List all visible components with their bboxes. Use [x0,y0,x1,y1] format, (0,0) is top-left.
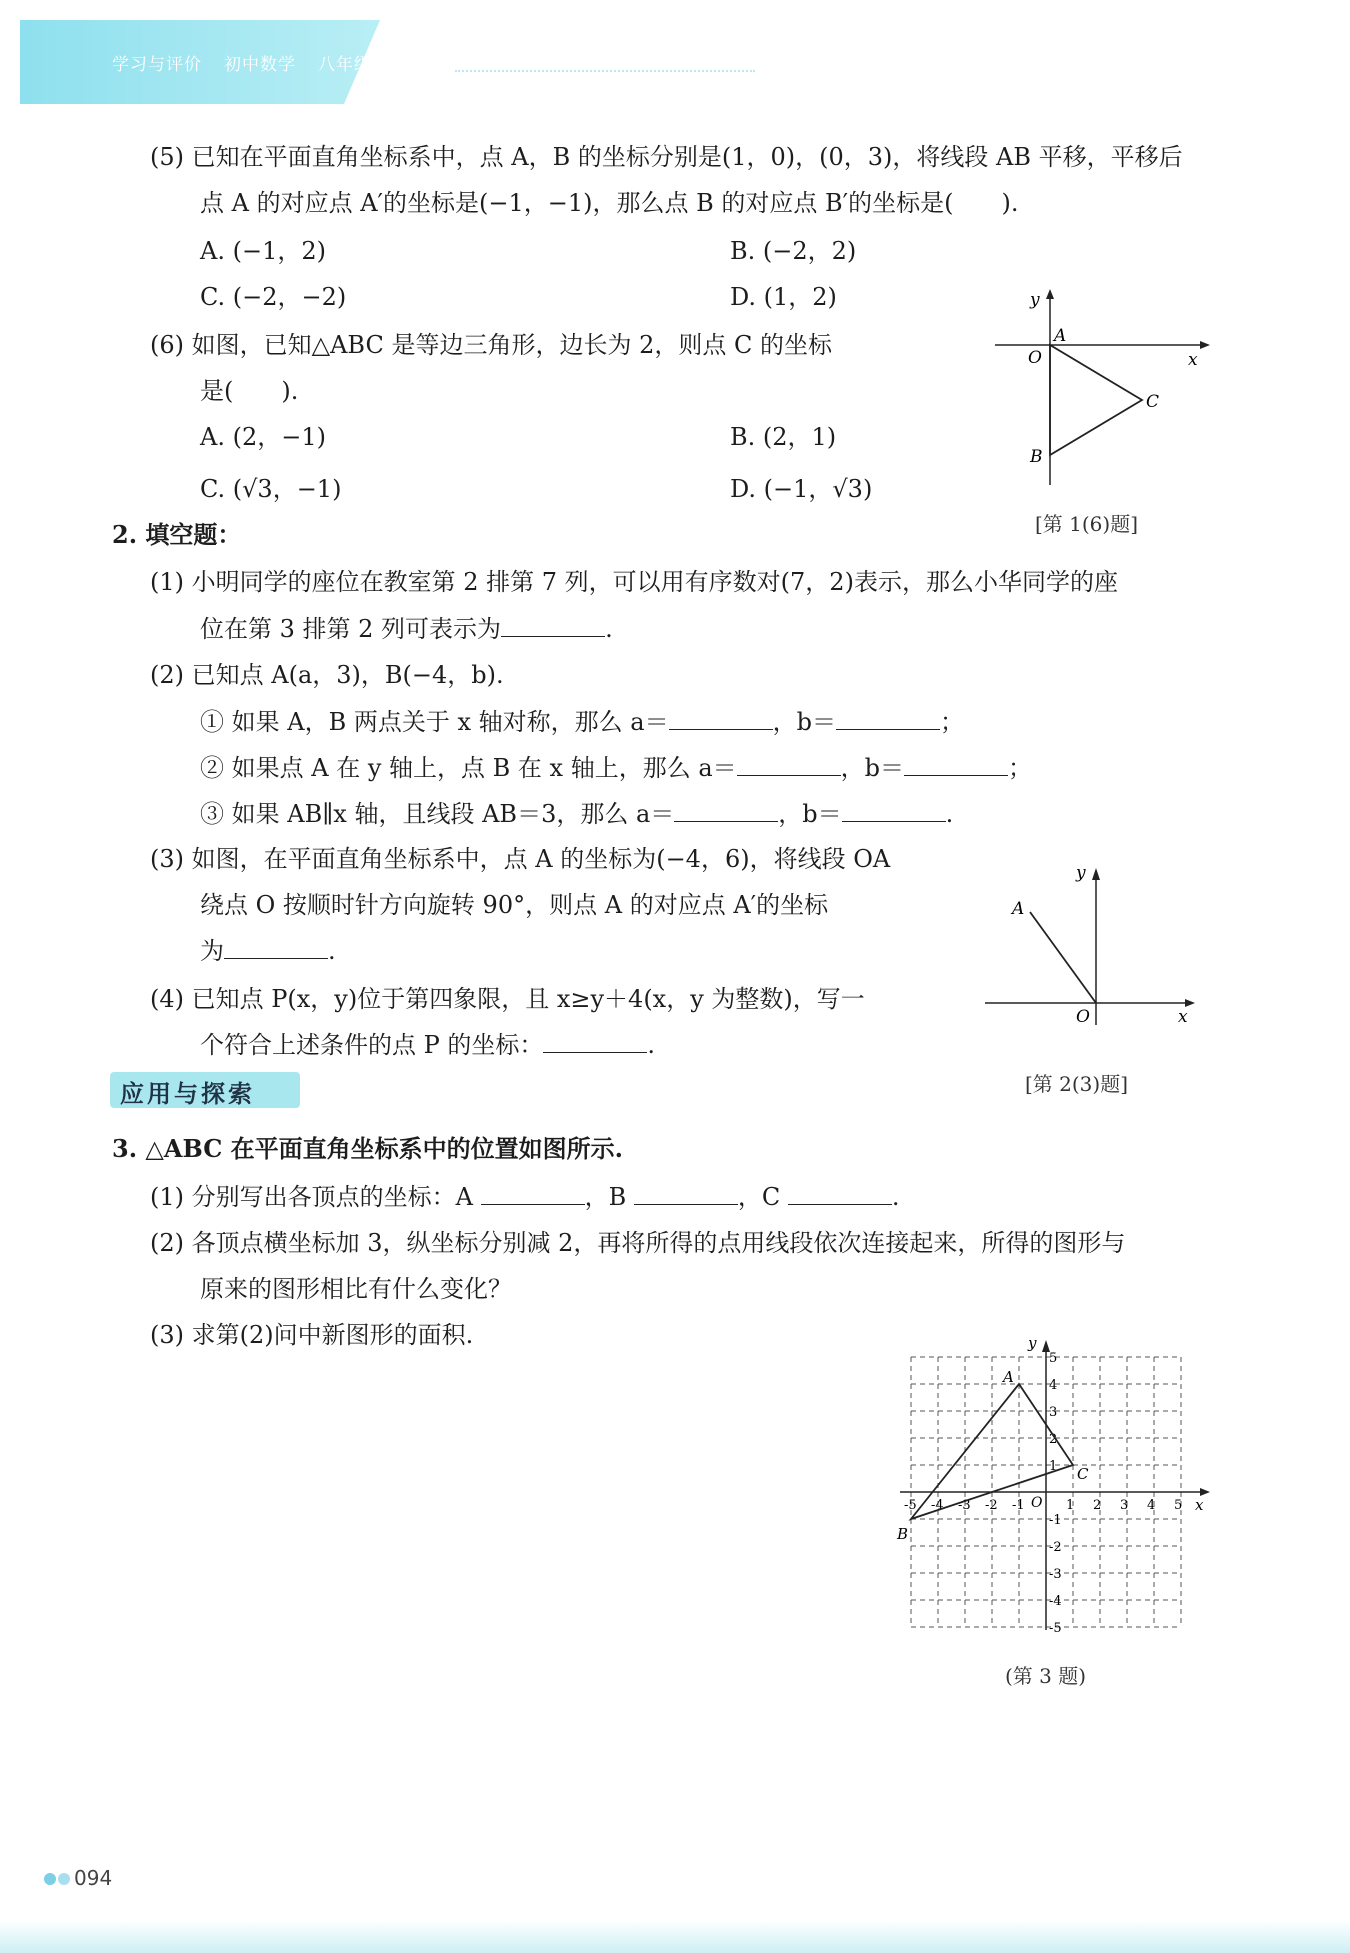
q3-1-line [150,1180,900,1214]
q1-6-option-a: A. (2，−1) [200,423,326,451]
q1-5-line2: 点 A 的对应点 A′的坐标是(−1，−1)，那么点 B 的对应点 B′的坐标是( ). [200,189,1019,217]
q2-1-line1: (1) 小明同学的座位在教室第 2 排第 7 列，可以用有序数对(7，2)表示，那么小华同学的座 [150,568,1118,596]
label-o: O [1031,1495,1043,1511]
q2-4-line2 [200,1028,655,1062]
y-tick-label: -4 [1049,1594,1062,1609]
q2-title: 2. 填空题： [112,520,242,549]
label-o: O [1076,1007,1090,1027]
q3-1-b: ，B [584,1183,627,1211]
y-axis-arrow-icon [1092,868,1100,880]
x-tick-label: -4 [931,1498,944,1513]
q3-2-line1: (2) 各顶点横坐标加 3，纵坐标分别减 2，再将所得的点用线段依次连接起来，所得的图形与 [150,1229,1126,1257]
y-tick-label: 5 [1049,1351,1058,1366]
caption-q2-3: [第 2(3)题] [1025,1072,1129,1096]
q3-2-line2: 原来的图形相比有什么变化？ [200,1275,512,1303]
x-axis-arrow-icon [1185,999,1195,1007]
page-number: 094 [74,1866,113,1890]
answer-blank-b[interactable] [842,797,946,822]
q2-1-line2 [200,612,613,646]
y-tick-label: -3 [1049,1567,1062,1582]
figure-q3 [895,1330,1225,1640]
q3-1-end: . [891,1183,900,1211]
x-axis-arrow-icon [1200,1488,1210,1496]
figure-q2-3 [980,860,1200,1030]
caption-q3: (第 3 题) [1005,1664,1087,1688]
q1-6-line1: (6) 如图，已知△ABC 是等边三角形，边长为 2，则点 C 的坐标 [150,331,833,359]
q2-4-end: . [647,1031,656,1059]
q3-title: 3. △ABC 在平面直角坐标系中的位置如图所示. [112,1134,624,1163]
segment-oa [1030,912,1096,1003]
q2-2-case1 [200,705,964,739]
x-tick-label: -5 [904,1498,917,1513]
section-title: 应用与探索 [120,1080,255,1108]
label-y: y [1076,863,1086,883]
q2-3-text: 为 [200,937,224,965]
x-tick-label: 2 [1093,1498,1102,1513]
figure-q1-6 [990,285,1210,490]
q1-6-option-b: B. (2，1) [730,423,837,451]
label-b: B [1030,447,1043,467]
q1-6-option-c: C. (√3，−1) [200,475,342,503]
label-y: y [1030,290,1040,310]
answer-blank[interactable] [543,1028,647,1053]
label-b: B [897,1525,909,1543]
q2-2-case2-end: ； [1008,754,1033,782]
x-tick-label: 5 [1174,1498,1183,1513]
y-tick-label: 1 [1049,1459,1058,1474]
answer-blank-a[interactable] [674,797,778,822]
q2-3-end: . [328,937,336,965]
q2-2-case2-text: ② 如果点 A 在 y 轴上，点 B 在 x 轴上，那么 a＝ [200,754,737,782]
answer-blank-b[interactable] [904,751,1008,776]
label-a: A [1003,1368,1014,1386]
q3-1-text: (1) 分别写出各顶点的坐标：A [150,1183,473,1211]
answer-blank-a[interactable] [669,705,773,730]
q2-4-text: 个符合上述条件的点 P 的坐标： [200,1031,544,1059]
label-a: A [1054,326,1067,346]
caption-q1-6: [第 1(6)题] [1035,512,1139,536]
q1-5-option-c: C. (−2，−2) [200,283,347,311]
y-tick-label: 4 [1049,1378,1058,1393]
x-tick-label: 3 [1120,1498,1129,1513]
q2-2-case1-end: ； [939,708,964,736]
label-a: A [1012,899,1025,919]
answer-blank-b[interactable] [836,705,940,730]
q2-1-text: 位在第 3 排第 2 列可表示为 [200,615,502,643]
label-o: O [1028,348,1042,368]
q3-1-c: ，C [737,1183,781,1211]
q1-5-option-a: A. (−1，2) [200,237,326,265]
q2-2-case1-b: ，b＝ [772,708,836,736]
q2-1-end: . [605,615,613,643]
page-dot-icon [58,1873,70,1885]
header-title [112,50,430,75]
y-tick-label: 2 [1049,1432,1058,1447]
footer-band [0,1920,1350,1953]
answer-blank-c[interactable] [788,1180,892,1205]
answer-blank-b[interactable] [634,1180,738,1205]
tick-labels [904,1351,1182,1636]
label-x: x [1178,1007,1188,1027]
q2-2-case3-end: . [945,800,954,828]
y-tick-label: 3 [1049,1405,1058,1420]
q1-5-option-b: B. (−2，2) [730,237,857,265]
q1-6-line2: 是( ). [200,377,299,405]
header-divider [455,70,755,72]
q2-4-line1: (4) 已知点 P(x，y)位于第四象限，且 x≥y＋4(x，y 为整数)，写一 [150,985,865,1013]
answer-blank[interactable] [224,934,328,959]
label-x: x [1195,1496,1204,1514]
page-dot-icon [44,1873,56,1885]
q3-3-line: (3) 求第(2)问中新图形的面积. [150,1321,474,1349]
y-tick-label: -2 [1049,1540,1062,1555]
triangle-abc [1050,345,1142,455]
q1-5-option-d: D. (1，2) [730,283,837,311]
q2-3-line2: 绕点 O 按顺时针方向旋转 90°，则点 A 的对应点 A′的坐标 [200,891,829,919]
x-tick-label: -1 [1012,1498,1025,1513]
label-c: C [1146,392,1160,412]
q2-2-line: (2) 已知点 A(a，3)，B(−4，b). [150,661,504,689]
y-tick-label: -1 [1049,1513,1062,1528]
q1-5-line1: (5) 已知在平面直角坐标系中，点 A，B 的坐标分别是(1，0)，(0，3)，将线段 AB 平移，平移后 [150,143,1183,171]
q2-2-case1-text: ① 如果 A，B 两点关于 x 轴对称，那么 a＝ [200,708,669,736]
header-grade: 八年级上册 [318,55,408,75]
q2-2-case2-b: ，b＝ [840,754,905,782]
q2-2-case3 [200,797,953,831]
header-series: 学习与评价 [112,55,202,75]
answer-blank[interactable] [501,612,605,637]
y-axis-arrow-icon [1046,289,1054,299]
answer-blank-a[interactable] [737,751,841,776]
q2-2-case3-b: ，b＝ [778,800,842,828]
header-subject: 初中数学 [224,55,296,75]
label-y: y [1028,1334,1037,1352]
answer-blank-a[interactable] [481,1180,585,1205]
label-x: x [1188,350,1198,370]
q2-3-line1: (3) 如图，在平面直角坐标系中，点 A 的坐标为(−4，6)，将线段 OA [150,845,891,873]
x-axis-arrow-icon [1200,341,1210,349]
q2-2-case3-text: ③ 如果 AB∥x 轴，且线段 AB＝3，那么 a＝ [200,800,675,828]
q2-2-case2 [200,751,1032,785]
x-tick-label: 4 [1147,1498,1156,1513]
x-tick-label: -2 [985,1498,998,1513]
label-c: C [1077,1465,1089,1483]
x-tick-label: -3 [958,1498,971,1513]
q1-6-option-d: D. (−1，√3) [730,475,873,503]
y-tick-label: -5 [1049,1621,1062,1636]
x-tick-label: 1 [1066,1498,1075,1513]
q2-3-line3 [200,934,336,968]
